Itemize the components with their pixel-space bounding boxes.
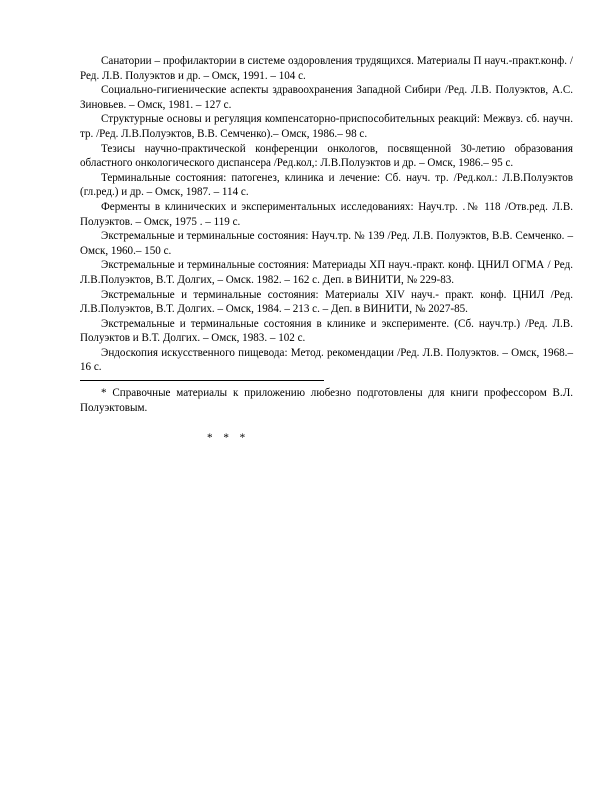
bibliography-entry: Санатории – профилактории в системе оздоровления трудящихся. Материалы П науч.-практ.конф. /Ред. Л.В. Полуэктов и др. – Омск, 1991. – 104 с.	[80, 55, 573, 82]
bibliography-entry: Терминальные состояния: патогенез, клиника и лечение: Сб. науч. тр. /Ред.кол.: Л.В.Полуэктов (гл.ред.) и др. – Омск, 1987. – 114 с.	[80, 171, 573, 199]
bibliography-list	[80, 54, 573, 375]
bibliography-entry: Экстремальные и терминальные состояния: Материалы XIV науч.- практ. конф. ЦНИЛ /Ред. Л.В.Полуэктов, В.Т. Долгих. – Омск, 1984. – 213 с. – Деп. в ВИНИТИ, № 2027-85.	[80, 288, 573, 316]
footnote	[80, 386, 573, 415]
bibliography-entry: Структурные основы и регуляция компенсаторно-приспособительных реакций: Межвуз. сб. научн. тр. /Ред. Л.В.Полуэктов, В.В. Семченко).– Омск, 1986.– 98 с.	[80, 113, 573, 140]
bibliography-entry: Ферменты в клинических и экспериментальных исследованиях: Науч.тр. .№ 118 /Отв.ред. Л.В. Полуэктов. – Омск, 1975 . – 119 с.	[80, 200, 573, 228]
footnote-text: * Справочные материалы к приложению любезно подготовлены для книги профессором В.Л. Полуэктовым.	[80, 387, 573, 414]
bibliography-entry: Экстремальные и терминальные состояния: Материады XП науч.-практ. конф. ЦНИЛ ОГМА / Ред. Л.В.Полуэктов, В.Т. Долгих, – Омск. 1982. – 162 с. Деп. в ВИНИТИ, № 229-83.	[80, 259, 573, 286]
section-separator: * * *	[207, 432, 250, 444]
bibliography-entry: Экстремальные и терминальные состояния: Науч.тр. № 139 /Ред. Л.В. Полуэктов, В.В. Семченко. – Омск, 1960.– 150 с.	[80, 230, 573, 257]
bibliography-entry: Социально-гигиенические аспекты здравоохранения Западной Сибири /Ред. Л.В. Полуэктов, А.С. Зиновьев. – Омск, 1981. – 127 с.	[80, 84, 573, 111]
bibliography-entry: Эндоскопия искусственного пищевода: Метод. рекомендации /Ред. Л.В. Полуэктов. – Омск, 1968.– 16 с.	[80, 346, 573, 374]
bibliography-entry: Экстремальные и терминальные состояния в клинике и эксперименте. (Сб. науч.тр.) /Ред. Л.В. Полуэктов и В.Т. Долгих. – Омск, 1983. – 102 с.	[80, 317, 573, 345]
bibliography-entry: Тезисы научно-практической конференции онкологов, посвященной 30-летию образования областного онкологического диспансера /Ред.кол,: Л.В.Полуэктов и др. – Омск, 1986.– 95 с.	[80, 142, 573, 170]
footnote-rule	[80, 380, 324, 381]
